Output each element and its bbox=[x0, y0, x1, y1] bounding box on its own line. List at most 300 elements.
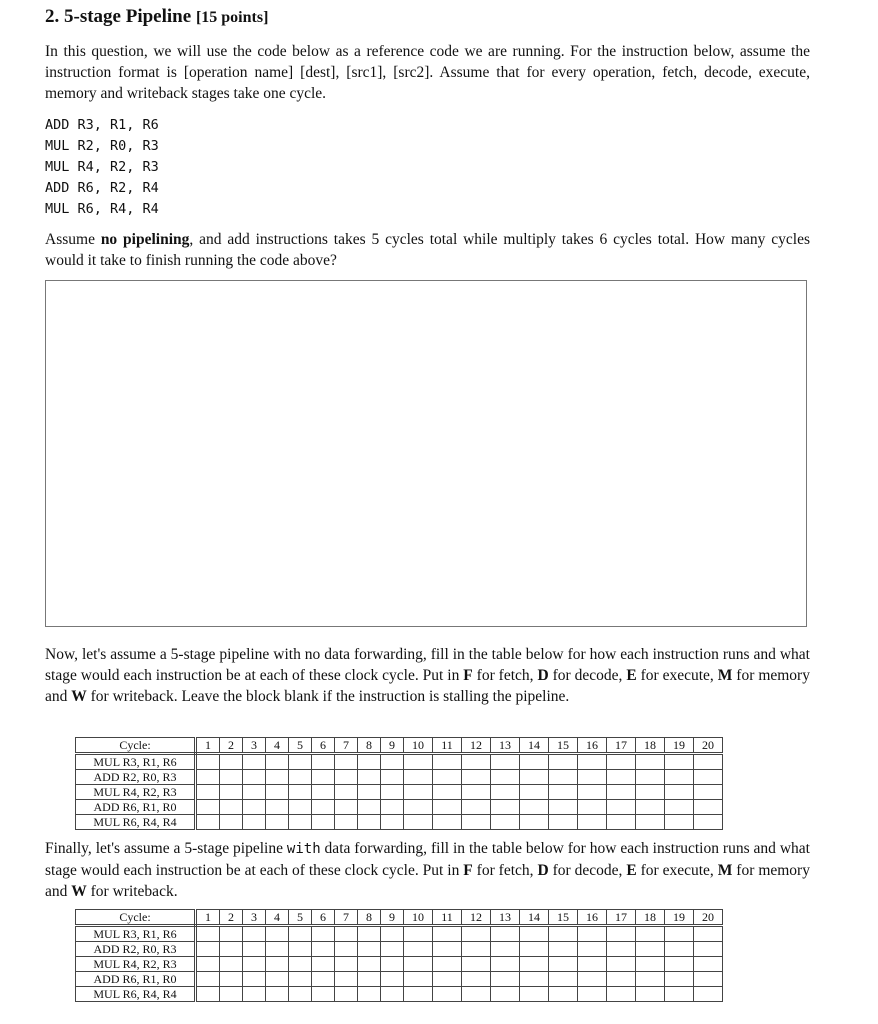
stage-cell[interactable] bbox=[462, 926, 491, 942]
stage-cell[interactable] bbox=[312, 785, 335, 800]
stage-cell[interactable] bbox=[578, 942, 607, 957]
stage-cell[interactable] bbox=[312, 926, 335, 942]
table-row bbox=[76, 926, 723, 942]
stage-cell[interactable] bbox=[520, 942, 549, 957]
points: [15 points] bbox=[195, 9, 269, 26]
stage-cell[interactable] bbox=[335, 987, 358, 1002]
stage-cell[interactable] bbox=[243, 926, 266, 942]
stage-cell[interactable] bbox=[636, 957, 665, 972]
stage-cell[interactable] bbox=[358, 770, 381, 785]
cycle-number: 7 bbox=[335, 738, 358, 754]
t-bold: D bbox=[537, 862, 549, 879]
cycle-number: 5 bbox=[289, 910, 312, 926]
stage-cell[interactable] bbox=[491, 785, 520, 800]
table-row bbox=[76, 800, 723, 815]
stage-cell[interactable] bbox=[520, 987, 549, 1002]
stage-cell[interactable] bbox=[266, 770, 289, 785]
instruction-label: ADD R2, R0, R3 bbox=[76, 942, 196, 957]
stage-cell[interactable] bbox=[312, 754, 335, 770]
stage-cell[interactable] bbox=[381, 926, 404, 942]
cycle-number: 6 bbox=[312, 738, 335, 754]
stage-cell[interactable] bbox=[491, 800, 520, 815]
cycle-number: 1 bbox=[196, 910, 220, 926]
stage-cell[interactable] bbox=[462, 770, 491, 785]
pipeline-table-no-forwarding bbox=[75, 737, 723, 830]
stage-cell[interactable] bbox=[520, 754, 549, 770]
stage-cell[interactable] bbox=[358, 800, 381, 815]
stage-cell[interactable] bbox=[220, 754, 243, 770]
stage-cell[interactable] bbox=[196, 815, 220, 830]
stage-cell[interactable] bbox=[665, 957, 694, 972]
stage-cell[interactable] bbox=[381, 785, 404, 800]
cycle-number: 18 bbox=[636, 738, 665, 754]
stage-cell[interactable] bbox=[665, 987, 694, 1002]
stage-cell[interactable] bbox=[433, 770, 462, 785]
cycle-number: 15 bbox=[549, 738, 578, 754]
instruction-label: ADD R6, R1, R0 bbox=[76, 800, 196, 815]
stage-cell[interactable] bbox=[404, 754, 433, 770]
stage-cell[interactable] bbox=[266, 987, 289, 1002]
stage-cell[interactable] bbox=[404, 957, 433, 972]
cycle-number: 2 bbox=[220, 910, 243, 926]
stage-cell[interactable] bbox=[578, 926, 607, 942]
cycle-number: 9 bbox=[381, 910, 404, 926]
cycle-number: 7 bbox=[335, 910, 358, 926]
stage-cell[interactable] bbox=[220, 926, 243, 942]
stage-cell[interactable] bbox=[607, 785, 636, 800]
stage-cell[interactable] bbox=[694, 972, 723, 987]
stage-cell[interactable] bbox=[358, 957, 381, 972]
stage-cell[interactable] bbox=[665, 785, 694, 800]
stage-cell[interactable] bbox=[694, 770, 723, 785]
stage-cell[interactable] bbox=[462, 942, 491, 957]
code-line: ADD R3, R1, R6 bbox=[45, 117, 159, 133]
stage-cell[interactable] bbox=[607, 926, 636, 942]
code-block bbox=[45, 115, 159, 220]
instruction-label: MUL R4, R2, R3 bbox=[76, 957, 196, 972]
stage-cell[interactable] bbox=[312, 770, 335, 785]
cycle-number: 17 bbox=[607, 738, 636, 754]
stage-cell[interactable] bbox=[335, 957, 358, 972]
t-mono: with bbox=[286, 841, 321, 857]
cycle-number: 3 bbox=[243, 910, 266, 926]
stage-cell[interactable] bbox=[381, 754, 404, 770]
stage-cell[interactable] bbox=[381, 770, 404, 785]
stage-cell[interactable] bbox=[196, 926, 220, 942]
cycle-number: 17 bbox=[607, 910, 636, 926]
t: for writeback. Leave the block blank if the instruction is stalling the pipeline. bbox=[86, 688, 570, 705]
stage-cell[interactable] bbox=[289, 957, 312, 972]
cycle-number: 8 bbox=[358, 910, 381, 926]
answer-box[interactable] bbox=[45, 280, 807, 627]
stage-cell[interactable] bbox=[266, 785, 289, 800]
code-line: ADD R6, R2, R4 bbox=[45, 180, 159, 196]
cycle-number: 6 bbox=[312, 910, 335, 926]
stage-cell[interactable] bbox=[462, 754, 491, 770]
cycle-number: 16 bbox=[578, 910, 607, 926]
stage-cell[interactable] bbox=[694, 785, 723, 800]
t-bold: M bbox=[717, 862, 733, 879]
stage-cell[interactable] bbox=[665, 815, 694, 830]
stage-cell[interactable] bbox=[289, 785, 312, 800]
stage-cell[interactable] bbox=[358, 926, 381, 942]
t: for writeback. bbox=[86, 883, 178, 900]
stage-cell[interactable] bbox=[462, 972, 491, 987]
stage-cell[interactable] bbox=[694, 815, 723, 830]
t-bold: F bbox=[463, 667, 473, 684]
question-title bbox=[45, 6, 268, 28]
stage-cell[interactable] bbox=[694, 987, 723, 1002]
cycle-number: 20 bbox=[694, 910, 723, 926]
t-bold: no pipelining bbox=[100, 231, 190, 248]
stage-cell[interactable] bbox=[549, 942, 578, 957]
stage-cell[interactable] bbox=[520, 926, 549, 942]
stage-cell[interactable] bbox=[266, 754, 289, 770]
stage-cell[interactable] bbox=[220, 770, 243, 785]
stage-cell[interactable] bbox=[243, 754, 266, 770]
stage-cell[interactable] bbox=[335, 770, 358, 785]
stage-cell[interactable] bbox=[549, 800, 578, 815]
stage-cell[interactable] bbox=[607, 942, 636, 957]
stage-cell[interactable] bbox=[636, 926, 665, 942]
stage-cell[interactable] bbox=[335, 785, 358, 800]
cycle-number: 1 bbox=[196, 738, 220, 754]
cycle-number: 3 bbox=[243, 738, 266, 754]
table-row bbox=[76, 957, 723, 972]
stage-cell[interactable] bbox=[381, 972, 404, 987]
stage-cell[interactable] bbox=[636, 987, 665, 1002]
stage-cell[interactable] bbox=[220, 972, 243, 987]
code-line: MUL R2, R0, R3 bbox=[45, 138, 159, 154]
stage-cell[interactable] bbox=[607, 987, 636, 1002]
stage-cell[interactable] bbox=[607, 754, 636, 770]
table-row bbox=[76, 785, 723, 800]
stage-cell[interactable] bbox=[312, 815, 335, 830]
stage-cell[interactable] bbox=[381, 815, 404, 830]
stage-cell[interactable] bbox=[433, 957, 462, 972]
stage-cell[interactable] bbox=[381, 957, 404, 972]
stage-cell[interactable] bbox=[266, 957, 289, 972]
stage-cell[interactable] bbox=[578, 987, 607, 1002]
stage-cell[interactable] bbox=[358, 815, 381, 830]
cycle-number: 5 bbox=[289, 738, 312, 754]
stage-cell[interactable] bbox=[243, 942, 266, 957]
t: for decode, bbox=[548, 667, 627, 684]
stage-cell[interactable] bbox=[358, 942, 381, 957]
stage-cell[interactable] bbox=[312, 987, 335, 1002]
t: for memory and bbox=[45, 667, 810, 705]
stage-cell[interactable] bbox=[196, 800, 220, 815]
stage-cell[interactable] bbox=[462, 957, 491, 972]
stage-cell[interactable] bbox=[358, 754, 381, 770]
stage-cell[interactable] bbox=[433, 987, 462, 1002]
stage-cell[interactable] bbox=[491, 957, 520, 972]
instruction-label: MUL R6, R4, R4 bbox=[76, 987, 196, 1002]
stage-cell[interactable] bbox=[243, 770, 266, 785]
stage-cell[interactable] bbox=[381, 987, 404, 1002]
stage-cell[interactable] bbox=[520, 800, 549, 815]
title-text: 2. 5-stage Pipeline bbox=[45, 6, 192, 27]
t-bold: W bbox=[71, 688, 87, 705]
stage-cell[interactable] bbox=[549, 785, 578, 800]
t-bold: W bbox=[71, 883, 87, 900]
instruction-label: MUL R4, R2, R3 bbox=[76, 785, 196, 800]
stage-cell[interactable] bbox=[462, 785, 491, 800]
t: for fetch, bbox=[472, 862, 538, 879]
stage-cell[interactable] bbox=[335, 942, 358, 957]
instruction-label: MUL R6, R4, R4 bbox=[76, 815, 196, 830]
instruction-label: ADD R2, R0, R3 bbox=[76, 770, 196, 785]
stage-cell[interactable] bbox=[196, 785, 220, 800]
cycle-number: 12 bbox=[462, 910, 491, 926]
stage-cell[interactable] bbox=[433, 800, 462, 815]
stage-cell[interactable] bbox=[636, 754, 665, 770]
cycle-number: 12 bbox=[462, 738, 491, 754]
stage-cell[interactable] bbox=[335, 754, 358, 770]
stage-cell[interactable] bbox=[243, 785, 266, 800]
stage-cell[interactable] bbox=[462, 800, 491, 815]
cycle-number: 16 bbox=[578, 738, 607, 754]
stage-cell[interactable] bbox=[578, 754, 607, 770]
stage-cell[interactable] bbox=[549, 972, 578, 987]
stage-cell[interactable] bbox=[243, 957, 266, 972]
cycle-number: 15 bbox=[549, 910, 578, 926]
stage-cell[interactable] bbox=[381, 800, 404, 815]
stage-cell[interactable] bbox=[243, 815, 266, 830]
cycle-number: 20 bbox=[694, 738, 723, 754]
question-no-pipelining bbox=[45, 229, 810, 271]
t-bold: M bbox=[717, 667, 733, 684]
stage-cell[interactable] bbox=[491, 972, 520, 987]
stage-cell[interactable] bbox=[665, 770, 694, 785]
stage-cell[interactable] bbox=[694, 754, 723, 770]
stage-cell[interactable] bbox=[491, 754, 520, 770]
stage-cell[interactable] bbox=[312, 942, 335, 957]
t: for execute, bbox=[636, 667, 718, 684]
question-with-forwarding bbox=[45, 838, 810, 902]
stage-cell[interactable] bbox=[578, 800, 607, 815]
stage-cell[interactable] bbox=[578, 770, 607, 785]
table-row bbox=[76, 942, 723, 957]
stage-cell[interactable] bbox=[665, 754, 694, 770]
stage-cell[interactable] bbox=[433, 972, 462, 987]
t: for execute, bbox=[636, 862, 718, 879]
cycle-header: Cycle: bbox=[76, 910, 196, 926]
stage-cell[interactable] bbox=[491, 815, 520, 830]
stage-cell[interactable] bbox=[549, 957, 578, 972]
stage-cell[interactable] bbox=[433, 942, 462, 957]
t: Now, let's assume a 5-stage pipeline with no data forwarding, fill in the table below for how each instruction runs and what stage would each instruction be at each of these clock cycle. Put in bbox=[45, 646, 810, 684]
t-bold: F bbox=[463, 862, 473, 879]
stage-cell[interactable] bbox=[636, 785, 665, 800]
stage-cell[interactable] bbox=[636, 972, 665, 987]
stage-cell[interactable] bbox=[220, 957, 243, 972]
cycle-number: 10 bbox=[404, 910, 433, 926]
stage-cell[interactable] bbox=[266, 942, 289, 957]
stage-cell[interactable] bbox=[665, 800, 694, 815]
stage-cell[interactable] bbox=[266, 926, 289, 942]
t: , and add instructions takes 5 cycles total while multiply takes 6 cycles total. How many cycles would it take to finish running the code above? bbox=[45, 231, 810, 269]
table-row bbox=[76, 770, 723, 785]
table-row bbox=[76, 972, 723, 987]
stage-cell[interactable] bbox=[266, 815, 289, 830]
stage-cell[interactable] bbox=[520, 785, 549, 800]
stage-cell[interactable] bbox=[289, 754, 312, 770]
stage-cell[interactable] bbox=[312, 972, 335, 987]
cycle-number: 2 bbox=[220, 738, 243, 754]
stage-cell[interactable] bbox=[404, 800, 433, 815]
stage-cell[interactable] bbox=[196, 770, 220, 785]
stage-cell[interactable] bbox=[607, 972, 636, 987]
stage-cell[interactable] bbox=[462, 815, 491, 830]
table-row bbox=[76, 815, 723, 830]
stage-cell[interactable] bbox=[196, 987, 220, 1002]
stage-cell[interactable] bbox=[433, 815, 462, 830]
stage-cell[interactable] bbox=[289, 800, 312, 815]
cycle-number: 9 bbox=[381, 738, 404, 754]
code-line: MUL R6, R4, R4 bbox=[45, 201, 159, 217]
stage-cell[interactable] bbox=[433, 785, 462, 800]
stage-cell[interactable] bbox=[665, 972, 694, 987]
stage-cell[interactable] bbox=[381, 942, 404, 957]
stage-cell[interactable] bbox=[404, 815, 433, 830]
cycle-number: 19 bbox=[665, 910, 694, 926]
stage-cell[interactable] bbox=[312, 800, 335, 815]
t-bold: E bbox=[626, 862, 637, 879]
table-row bbox=[76, 754, 723, 770]
cycle-number: 10 bbox=[404, 738, 433, 754]
stage-cell[interactable] bbox=[289, 987, 312, 1002]
stage-cell[interactable] bbox=[694, 926, 723, 942]
cycle-number: 14 bbox=[520, 910, 549, 926]
instruction-label: ADD R6, R1, R0 bbox=[76, 972, 196, 987]
stage-cell[interactable] bbox=[404, 770, 433, 785]
stage-cell[interactable] bbox=[549, 987, 578, 1002]
stage-cell[interactable] bbox=[636, 815, 665, 830]
cycle-number: 4 bbox=[266, 738, 289, 754]
stage-cell[interactable] bbox=[220, 785, 243, 800]
stage-cell[interactable] bbox=[404, 972, 433, 987]
t-bold: D bbox=[537, 667, 549, 684]
header-row bbox=[76, 910, 723, 926]
cycle-number: 13 bbox=[491, 738, 520, 754]
stage-cell[interactable] bbox=[289, 815, 312, 830]
stage-cell[interactable] bbox=[358, 785, 381, 800]
stage-cell[interactable] bbox=[578, 815, 607, 830]
stage-cell[interactable] bbox=[636, 770, 665, 785]
stage-cell[interactable] bbox=[636, 942, 665, 957]
t-bold: E bbox=[626, 667, 637, 684]
stage-cell[interactable] bbox=[665, 942, 694, 957]
stage-cell[interactable] bbox=[607, 815, 636, 830]
stage-cell[interactable] bbox=[491, 770, 520, 785]
stage-cell[interactable] bbox=[549, 770, 578, 785]
stage-cell[interactable] bbox=[220, 942, 243, 957]
t: Finally, let's assume a 5-stage pipeline bbox=[45, 840, 287, 857]
stage-cell[interactable] bbox=[578, 972, 607, 987]
stage-cell[interactable] bbox=[549, 754, 578, 770]
cycle-number: 11 bbox=[433, 738, 462, 754]
stage-cell[interactable] bbox=[220, 815, 243, 830]
stage-cell[interactable] bbox=[404, 987, 433, 1002]
stage-cell[interactable] bbox=[607, 957, 636, 972]
question-no-forwarding bbox=[45, 644, 810, 707]
stage-cell[interactable] bbox=[578, 785, 607, 800]
stage-cell[interactable] bbox=[404, 785, 433, 800]
stage-cell[interactable] bbox=[520, 815, 549, 830]
stage-cell[interactable] bbox=[520, 957, 549, 972]
stage-cell[interactable] bbox=[243, 972, 266, 987]
stage-cell[interactable] bbox=[335, 800, 358, 815]
stage-cell[interactable] bbox=[196, 754, 220, 770]
stage-cell[interactable] bbox=[491, 987, 520, 1002]
instruction-label: MUL R3, R1, R6 bbox=[76, 754, 196, 770]
stage-cell[interactable] bbox=[289, 770, 312, 785]
stage-cell[interactable] bbox=[196, 942, 220, 957]
stage-cell[interactable] bbox=[220, 800, 243, 815]
stage-cell[interactable] bbox=[549, 926, 578, 942]
cycle-number: 14 bbox=[520, 738, 549, 754]
cycle-number: 13 bbox=[491, 910, 520, 926]
stage-cell[interactable] bbox=[636, 800, 665, 815]
header-row bbox=[76, 738, 723, 754]
cycle-number: 8 bbox=[358, 738, 381, 754]
pipeline-table-with-forwarding bbox=[75, 909, 723, 1002]
stage-cell[interactable] bbox=[520, 770, 549, 785]
stage-cell[interactable] bbox=[358, 972, 381, 987]
stage-cell[interactable] bbox=[404, 926, 433, 942]
cycle-number: 4 bbox=[266, 910, 289, 926]
stage-cell[interactable] bbox=[607, 770, 636, 785]
cycle-header: Cycle: bbox=[76, 738, 196, 754]
stage-cell[interactable] bbox=[335, 815, 358, 830]
t: for memory and bbox=[45, 862, 810, 900]
stage-cell[interactable] bbox=[694, 942, 723, 957]
stage-cell[interactable] bbox=[520, 972, 549, 987]
stage-cell[interactable] bbox=[243, 800, 266, 815]
stage-cell[interactable] bbox=[335, 926, 358, 942]
stage-cell[interactable] bbox=[358, 987, 381, 1002]
stage-cell[interactable] bbox=[433, 754, 462, 770]
stage-cell[interactable] bbox=[433, 926, 462, 942]
stage-cell[interactable] bbox=[335, 972, 358, 987]
stage-cell[interactable] bbox=[289, 972, 312, 987]
code-line: MUL R4, R2, R3 bbox=[45, 159, 159, 175]
stage-cell[interactable] bbox=[694, 957, 723, 972]
stage-cell[interactable] bbox=[491, 942, 520, 957]
instruction-label: MUL R3, R1, R6 bbox=[76, 926, 196, 942]
stage-cell[interactable] bbox=[196, 972, 220, 987]
stage-cell[interactable] bbox=[578, 957, 607, 972]
stage-cell[interactable] bbox=[549, 815, 578, 830]
table-row bbox=[76, 987, 723, 1002]
stage-cell[interactable] bbox=[491, 926, 520, 942]
t: Assume bbox=[45, 231, 101, 248]
stage-cell[interactable] bbox=[196, 957, 220, 972]
stage-cell[interactable] bbox=[220, 987, 243, 1002]
stage-cell[interactable] bbox=[665, 926, 694, 942]
stage-cell[interactable] bbox=[266, 972, 289, 987]
stage-cell[interactable] bbox=[312, 957, 335, 972]
stage-cell[interactable] bbox=[266, 800, 289, 815]
stage-cell[interactable] bbox=[607, 800, 636, 815]
stage-cell[interactable] bbox=[694, 800, 723, 815]
stage-cell[interactable] bbox=[243, 987, 266, 1002]
stage-cell[interactable] bbox=[289, 926, 312, 942]
stage-cell[interactable] bbox=[462, 987, 491, 1002]
stage-cell[interactable] bbox=[404, 942, 433, 957]
stage-cell[interactable] bbox=[289, 942, 312, 957]
